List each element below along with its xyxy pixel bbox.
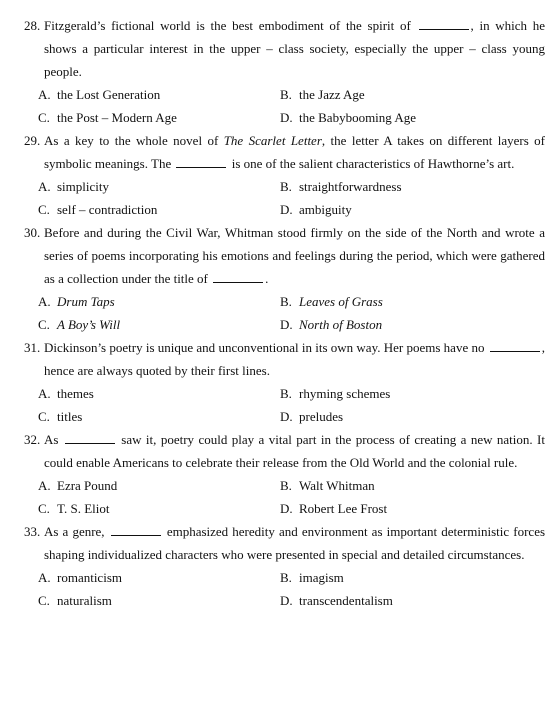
option-text: naturalism — [57, 593, 112, 608]
option-d — [280, 589, 545, 612]
option-d — [280, 198, 545, 221]
option-text: titles — [57, 409, 83, 424]
option-c — [38, 313, 280, 336]
question-30 — [24, 221, 545, 336]
stem-text: Dickinson’s poetry is unique and unconventional in its own way. Her poems have no — [44, 340, 485, 355]
option-a — [38, 290, 280, 313]
question-stem — [24, 14, 545, 83]
option-letter: D. — [280, 501, 293, 516]
question-stem — [24, 129, 545, 175]
stem-text: emphasized heredity and environment as important deterministic forces shaping individualized characters who were presented in special and detailed circumstances. — [44, 524, 546, 562]
option-letter: A. — [38, 570, 51, 585]
stem-text: . — [265, 271, 269, 286]
option-a — [38, 566, 280, 589]
option-text: transcendentalism — [299, 593, 393, 608]
option-text: the Babybooming Age — [299, 110, 416, 125]
option-text: the Lost Generation — [57, 87, 161, 102]
option-text: Walt Whitman — [299, 478, 375, 493]
option-b — [280, 83, 545, 106]
option-text: Leaves of Grass — [299, 294, 383, 309]
option-letter: C. — [38, 501, 50, 516]
answer-blank — [213, 270, 263, 283]
option-letter: A. — [38, 478, 51, 493]
option-letter: D. — [280, 409, 293, 424]
option-letter: C. — [38, 593, 50, 608]
stem-text: Fitzgerald’s fictional world is the best embodiment of the spirit of — [44, 18, 411, 33]
option-text: self – contradiction — [57, 202, 158, 217]
stem-text: , the letter A takes on different layers of symbolic meanings. The — [44, 133, 545, 171]
option-letter: D. — [280, 317, 293, 332]
option-letter: A. — [38, 386, 51, 401]
stem-text: saw it, poetry could play a vital part in the process of creating a new nation. It could enable Americans to celebrate their release from the Old World and the colonial rule. — [44, 432, 546, 470]
option-text: rhyming schemes — [299, 386, 391, 401]
option-text: A Boy’s Will — [57, 317, 121, 332]
answer-blank — [65, 431, 115, 444]
option-text: Ezra Pound — [57, 478, 118, 493]
stem-text: As a genre, — [44, 524, 105, 539]
option-letter: D. — [280, 202, 293, 217]
question-number: 33. — [24, 524, 41, 539]
option-a — [38, 175, 280, 198]
stem-text: Before and during the Civil War, Whitman stood firmly on the side of the North and wrote a series of poems incorporating his emotions and feelings during the period, which were gathered as a collection under the title of — [44, 225, 545, 286]
option-a — [38, 382, 280, 405]
option-letter: B. — [280, 294, 292, 309]
question-28 — [24, 14, 545, 129]
question-number: 32. — [24, 432, 41, 447]
options — [24, 83, 545, 129]
options — [24, 566, 545, 612]
option-b — [280, 474, 545, 497]
option-text: Robert Lee Frost — [299, 501, 388, 516]
option-d — [280, 497, 545, 520]
option-text: simplicity — [57, 179, 109, 194]
option-a — [38, 474, 280, 497]
option-text: T. S. Eliot — [57, 501, 110, 516]
option-c — [38, 198, 280, 221]
answer-blank — [111, 523, 161, 536]
option-a — [38, 83, 280, 106]
question-stem — [24, 221, 545, 290]
answer-blank — [419, 17, 469, 30]
option-c — [38, 106, 280, 129]
option-b — [280, 566, 545, 589]
options — [24, 175, 545, 221]
option-text: straightforwardness — [299, 179, 402, 194]
option-text: romanticism — [57, 570, 122, 585]
option-letter: C. — [38, 317, 50, 332]
question-31 — [24, 336, 545, 428]
options — [24, 382, 545, 428]
option-text: imagism — [299, 570, 344, 585]
option-text: Drum Taps — [57, 294, 115, 309]
book-title: The Scarlet Letter — [223, 133, 322, 148]
option-text: preludes — [299, 409, 344, 424]
option-letter: B. — [280, 179, 292, 194]
option-letter: B. — [280, 570, 292, 585]
option-letter: B. — [280, 386, 292, 401]
option-letter: D. — [280, 593, 293, 608]
option-letter: A. — [38, 87, 51, 102]
option-letter: C. — [38, 202, 50, 217]
answer-blank — [490, 339, 540, 352]
stem-text: , in which he shows a particular interest in the upper – class society, especially the upper – class young people. — [44, 18, 546, 79]
option-d — [280, 106, 545, 129]
stem-text: As a key to the whole novel of — [44, 133, 219, 148]
stem-text: As — [44, 432, 59, 447]
question-number: 28. — [24, 18, 41, 33]
option-text: themes — [57, 386, 94, 401]
question-number: 29. — [24, 133, 41, 148]
question-stem — [24, 520, 545, 566]
option-b — [280, 175, 545, 198]
option-text: ambiguity — [299, 202, 352, 217]
option-d — [280, 405, 545, 428]
question-33 — [24, 520, 545, 612]
question-number: 30. — [24, 225, 41, 240]
option-text: the Post – Modern Age — [57, 110, 177, 125]
option-letter: C. — [38, 110, 50, 125]
option-letter: A. — [38, 294, 51, 309]
option-b — [280, 382, 545, 405]
option-text: the Jazz Age — [299, 87, 365, 102]
answer-blank — [176, 155, 226, 168]
question-number: 31. — [24, 340, 41, 355]
option-c — [38, 497, 280, 520]
stem-text: , hence are always quoted by their first lines. — [44, 340, 546, 378]
option-c — [38, 589, 280, 612]
option-letter: D. — [280, 110, 293, 125]
option-letter: B. — [280, 478, 292, 493]
option-letter: C. — [38, 409, 50, 424]
options — [24, 474, 545, 520]
option-c — [38, 405, 280, 428]
question-29 — [24, 129, 545, 221]
question-32 — [24, 428, 545, 520]
option-text: North of Boston — [299, 317, 383, 332]
stem-text: is one of the salient characteristics of Hawthorne’s art. — [231, 156, 515, 171]
option-d — [280, 313, 545, 336]
question-stem — [24, 336, 545, 382]
question-stem — [24, 428, 545, 474]
option-letter: A. — [38, 179, 51, 194]
option-b — [280, 290, 545, 313]
option-letter: B. — [280, 87, 292, 102]
options — [24, 290, 545, 336]
